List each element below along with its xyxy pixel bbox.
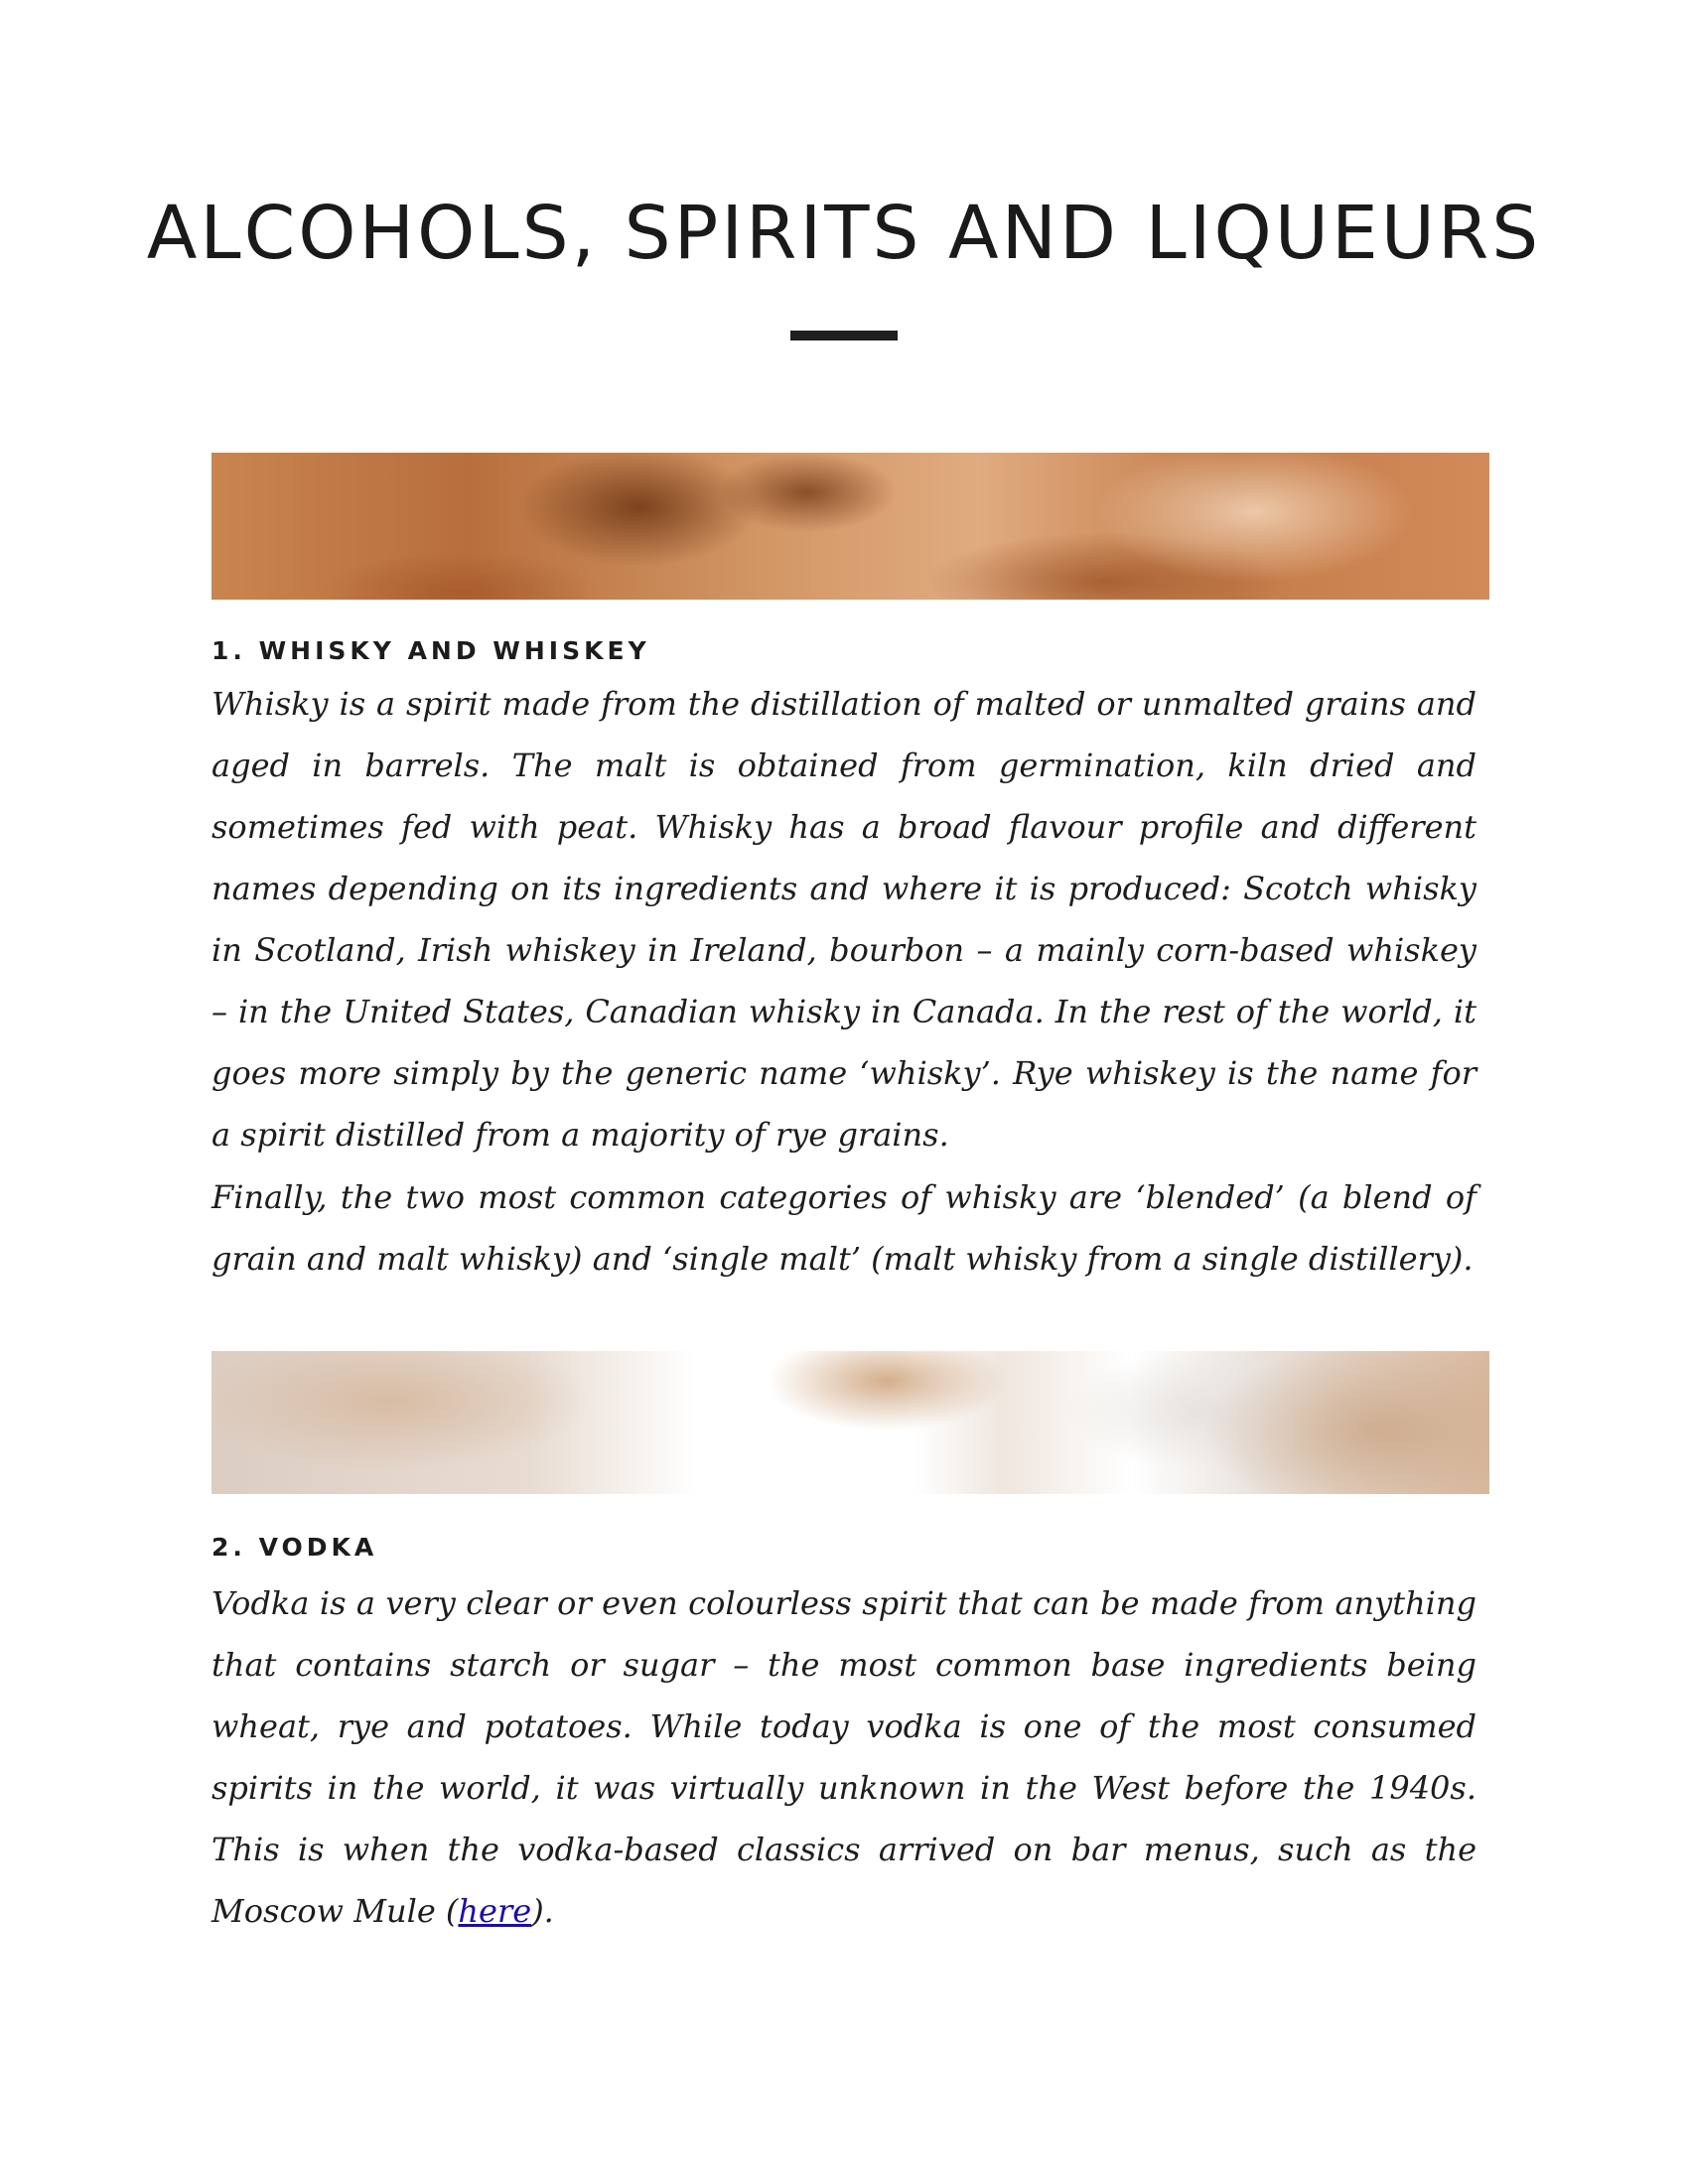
page-title: ALCOHOLS, SPIRITS AND LIQUEURS (146, 191, 1542, 276)
vodka-paragraph-end: ). (531, 1892, 554, 1930)
vodka-banner-image (211, 1351, 1489, 1494)
whisky-paragraph-2: Finally, the two most common categories of whisky are ‘blended’ (a blend of grain and malt whisky) and ‘single malt’ (malt whisky from a single distillery). (211, 1178, 1477, 1278)
whisky-banner-image (211, 453, 1489, 600)
section-heading-vodka: 2. VODKA (211, 1533, 378, 1562)
vodka-paragraph-text: Vodka is a very clear or even colourless spirit that can be made from anything that contains starch or sugar – the most common base ingredients being wheat, rye and potatoes. While today vodka is one of the most consumed spirits in the world, it was virtually unknown in the West before the 1940s. This is when the vodka-based classics arrived on bar menus, such as the Moscow Mule ( (211, 1584, 1477, 1930)
title-divider (790, 331, 898, 341)
vodka-paragraph (211, 1572, 1477, 1942)
whisky-paragraph-1: Whisky is a spirit made from the distillation of malted or unmalted grains and aged in barrels. The malt is obtained from germination, kiln dried and sometimes fed with peat. Whisky has a broad flavour profile and different names depending on its ingredients and where it is produced: Scotch whisky in Scotland, Irish whiskey in Ireland, bourbon – a mainly corn-based whiskey – in the United States, Canadian whisky in Canada. In the rest of the world, it goes more simply by the generic name ‘whisky’. Rye whiskey is the name for a spirit distilled from a majority of rye grains. (211, 685, 1477, 1154)
section-heading-whisky: 1. WHISKY AND WHISKEY (211, 636, 650, 665)
moscow-mule-link[interactable]: here (458, 1892, 532, 1930)
